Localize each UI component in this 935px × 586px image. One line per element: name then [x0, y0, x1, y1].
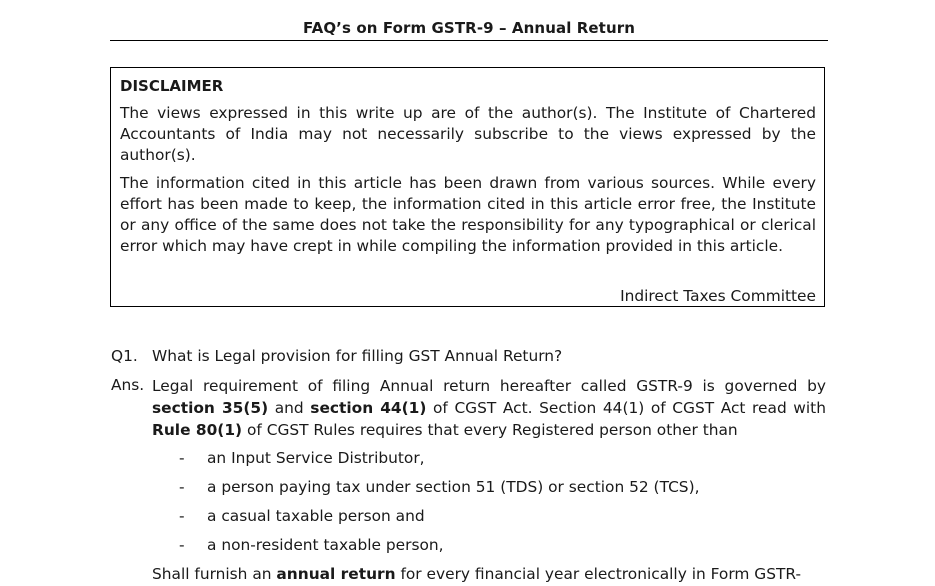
disclaimer-box: [110, 67, 825, 307]
closing-text-2: for every financial year electronically in Form GSTR-: [395, 565, 801, 583]
answer-text-1: Legal requirement of filing Annual return hereafter called GSTR-9 is governed by: [152, 377, 826, 395]
answer-text-2: and: [268, 399, 311, 417]
bullet-dash: -: [179, 536, 185, 554]
answer-text-4: of CGST Rules requires that every Registered person other than: [242, 421, 738, 439]
list-item-text: a non-resident taxable person,: [207, 536, 444, 554]
closing-text-1: Shall furnish an: [152, 565, 277, 583]
answer-bold-section-44: section 44(1): [310, 399, 427, 417]
disclaimer-signature: Indirect Taxes Committee: [620, 287, 816, 305]
closing-bold-annual-return: annual return: [276, 565, 396, 583]
answer-text-3: of CGST Act. Section 44(1) of CGST Act read with: [426, 399, 826, 417]
closing-sentence: [152, 564, 842, 585]
disclaimer-paragraph-1: The views expressed in this write up are of the author(s). The Institute of Chartered Accountants of India may not necessarily subscribe to the views expressed by the author(s).: [120, 104, 816, 164]
question-number: Q1.: [111, 347, 138, 365]
list-item-text: an Input Service Distributor,: [207, 449, 425, 467]
answer-bold-section-35: section 35(5): [152, 399, 269, 417]
answer-label: Ans.: [111, 376, 145, 394]
document-title: FAQ’s on Form GSTR-9 – Annual Return: [302, 19, 636, 37]
bullet-dash: -: [179, 507, 185, 525]
answer-bold-rule-80: Rule 80(1): [152, 421, 243, 439]
bullet-dash: -: [179, 449, 185, 467]
answer-paragraph: [152, 375, 826, 441]
disclaimer-paragraph-2: The information cited in this article has been drawn from various sources. While every effort has been made to keep, the information cited in this article error free, the Institute or any office of the same does not take the responsibility for any typographical or clerical error which may have crept in while compiling the information provided in this article.: [120, 174, 816, 255]
bullet-dash: -: [179, 478, 185, 496]
question-text: What is Legal provision for filling GST Annual Return?: [152, 347, 563, 365]
document-header: [110, 18, 828, 41]
list-item-text: a casual taxable person and: [207, 507, 425, 525]
list-item-text: a person paying tax under section 51 (TDS) or section 52 (TCS),: [207, 478, 700, 496]
disclaimer-heading: DISCLAIMER: [120, 77, 224, 95]
